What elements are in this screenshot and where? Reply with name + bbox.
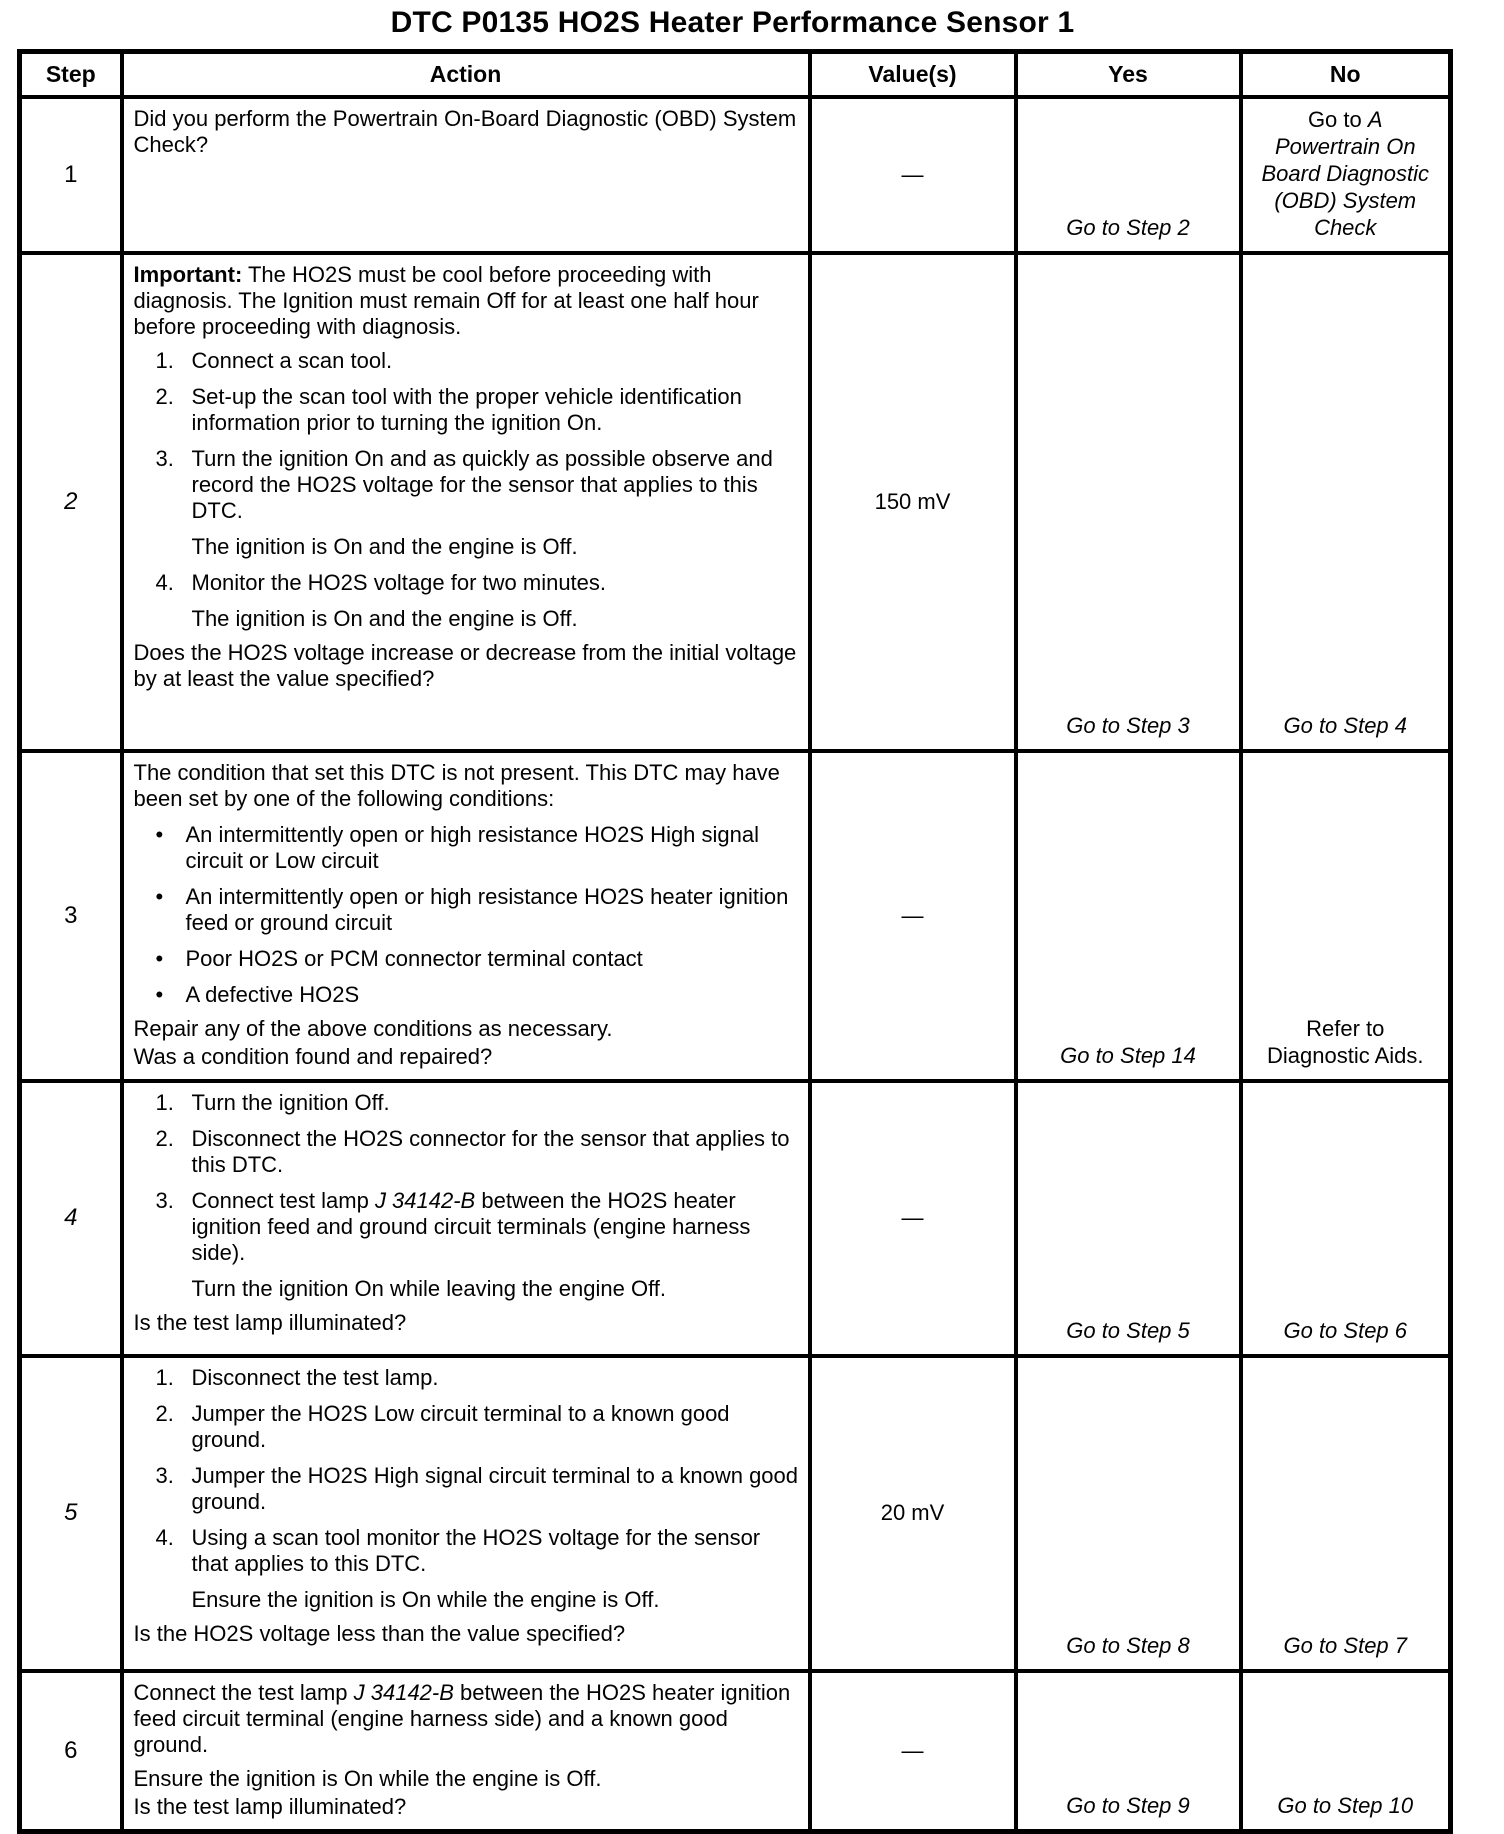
value-cell: — (810, 97, 1016, 253)
bullet-item (134, 822, 800, 874)
yes-cell (1016, 1081, 1241, 1356)
text-segment: The condition that set this DTC is not present. This DTC may have been set by one of the following conditions: (133, 759, 780, 811)
value-cell: 20 mV (810, 1356, 1016, 1671)
bullet-icon: • (155, 981, 164, 1007)
item-text (186, 822, 800, 874)
numbered-item (134, 384, 800, 436)
table-row (20, 751, 1451, 1081)
text-segment: An intermittently open or high resistance HO2S High signal circuit or Low circuit (185, 821, 760, 873)
text-segment: Repair any of the above conditions as necessary. (133, 1015, 613, 1041)
item-number: 1. (155, 347, 174, 373)
no-cell (1241, 1081, 1451, 1356)
bullet-icon: • (155, 883, 164, 909)
item-number: 2. (155, 383, 174, 409)
numbered-item (134, 1463, 800, 1515)
text-segment: Is the HO2S voltage less than the value specified? (133, 1620, 626, 1646)
item-number: 2. (155, 1125, 174, 1151)
text-segment: Go to Step 4 (1283, 712, 1408, 738)
bullet-icon: • (155, 821, 164, 847)
text-segment: Turn the ignition On and as quickly as possible observe and record the HO2S voltage for the sensor that applies to this DTC. (191, 445, 773, 523)
numbered-item (134, 1126, 800, 1178)
question-line (134, 632, 800, 692)
item-text (192, 1188, 800, 1266)
text-segment: Jumper the HO2S Low circuit terminal to a known good ground. (191, 1400, 730, 1452)
header-yes: Yes (1016, 52, 1241, 97)
step-number: 6 (20, 1671, 122, 1832)
no-cell (1241, 751, 1451, 1081)
bullet-item (134, 884, 800, 936)
action-cell (122, 253, 810, 751)
text-segment: Did you perform the Powertrain On-Board Diagnostic (OBD) System Check? (133, 105, 797, 157)
item-text (186, 982, 800, 1008)
value-cell: — (810, 751, 1016, 1081)
table-row (20, 1081, 1451, 1356)
no-cell (1241, 97, 1451, 253)
item-number: 3. (155, 1187, 174, 1213)
page-title: DTC P0135 HO2S Heater Performance Sensor 1 (390, 6, 1075, 39)
numbered-item (134, 1525, 800, 1577)
text-segment: J 34142-B (374, 1187, 476, 1213)
yes-cell (1016, 1356, 1241, 1671)
question-line (134, 1794, 800, 1820)
text-segment: Go to Step 7 (1283, 1632, 1408, 1658)
yes-cell (1016, 97, 1241, 253)
bullet-item (134, 982, 800, 1008)
paragraph (134, 760, 800, 812)
yes-cell (1016, 1671, 1241, 1832)
text-segment: Diagnostic Aids. (1266, 1042, 1424, 1068)
table-row (20, 1356, 1451, 1671)
item-number: 3. (155, 1462, 174, 1488)
header-action: Action (122, 52, 810, 97)
item-text (186, 946, 800, 972)
item-text (192, 1463, 800, 1515)
step-number: 5 (20, 1356, 122, 1671)
action-content (134, 1365, 800, 1647)
step-number: 3 (20, 751, 122, 1081)
text-segment: Disconnect the HO2S connector for the sensor that applies to this DTC. (191, 1125, 790, 1177)
header-row (20, 52, 1451, 97)
yes-cell (1016, 751, 1241, 1081)
text-segment: Go to Step 3 (1066, 712, 1190, 738)
text-segment: A defective HO2S (185, 981, 360, 1007)
step-number: 2 (20, 253, 122, 751)
sub-note (192, 534, 800, 560)
text-segment: Go to Step 2 (1066, 214, 1190, 240)
text-segment: Ensure the ignition is On while the engine is Off. (191, 1586, 660, 1612)
item-number: 3. (155, 445, 174, 471)
item-text (192, 1401, 800, 1453)
table-row (20, 1671, 1451, 1832)
text-segment: Important: (133, 261, 243, 287)
text-segment: (OBD) System (1274, 187, 1417, 213)
item-text (186, 884, 800, 936)
text-segment: Disconnect the test lamp. (191, 1364, 439, 1390)
text-segment: An intermittently open or high resistance HO2S heater ignition feed or ground circuit (185, 883, 789, 935)
action-content (134, 106, 800, 158)
sub-note (192, 1587, 800, 1613)
item-number: 4. (155, 1524, 174, 1550)
text-segment: Check (1314, 214, 1377, 240)
numbered-item (134, 570, 800, 596)
manual-page (0, 6, 1504, 1820)
text-segment: Jumper the HO2S High signal circuit terminal to a known good ground. (191, 1462, 799, 1514)
question-line (134, 1044, 800, 1070)
text-segment: Go to Step 10 (1277, 1792, 1414, 1818)
text-segment: Go to Step 6 (1283, 1317, 1408, 1343)
sub-note (192, 1276, 800, 1302)
action-cell (122, 1081, 810, 1356)
item-text (192, 1525, 800, 1577)
text-segment: Go to Step 8 (1066, 1632, 1190, 1658)
header-step: Step (20, 52, 122, 97)
text-segment: between the HO2S heater ignition feed circuit terminal (engine harness side) and a known good ground. (133, 1679, 791, 1757)
question-line (134, 1613, 800, 1647)
header-values: Value(s) (810, 52, 1016, 97)
text-segment: The HO2S must be cool before proceeding with diagnosis. The Ignition must remain Off for at least one half hour before proceeding with diagnosis. (133, 261, 759, 339)
paragraph (134, 1680, 800, 1758)
text-segment: Is the test lamp illuminated? (133, 1309, 407, 1335)
text-segment: Turn the ignition On while leaving the engine Off. (191, 1275, 667, 1301)
text-segment: Using a scan tool monitor the HO2S voltage for the sensor that applies to this DTC. (191, 1524, 761, 1576)
action-cell (122, 1356, 810, 1671)
text-segment: Ensure the ignition is On while the engine is Off. (133, 1765, 602, 1791)
action-content (134, 760, 800, 1070)
text-segment: Connect test lamp (191, 1187, 375, 1213)
question-line (134, 1302, 800, 1336)
text-segment: The ignition is On and the engine is Off. (191, 605, 578, 631)
text-segment: J 34142-B (353, 1679, 454, 1705)
numbered-item (134, 1090, 800, 1116)
no-cell (1241, 253, 1451, 751)
table-row (20, 253, 1451, 751)
numbered-item (134, 446, 800, 524)
paragraph (134, 262, 800, 340)
action-content (134, 1090, 800, 1336)
header-no: No (1241, 52, 1451, 97)
numbered-item (134, 1365, 800, 1391)
item-text (192, 446, 800, 524)
item-number: 1. (155, 1364, 174, 1390)
value-cell: — (810, 1081, 1016, 1356)
item-text (192, 1365, 800, 1391)
item-text (192, 384, 800, 436)
text-segment: Board Diagnostic (1261, 160, 1430, 186)
action-cell (122, 751, 810, 1081)
text-segment: Connect the test lamp (133, 1679, 354, 1705)
question-line (134, 1008, 800, 1042)
step-number: 1 (20, 97, 122, 253)
text-segment: Go to Step 9 (1066, 1792, 1190, 1818)
text-segment: Was a condition found and repaired? (133, 1043, 493, 1069)
table-row (20, 97, 1451, 253)
question-line (134, 1758, 800, 1792)
text-segment: A (1367, 106, 1383, 132)
text-segment: The ignition is On and the engine is Off. (191, 533, 578, 559)
action-content (134, 262, 800, 692)
text-segment: Go to Step 5 (1066, 1317, 1190, 1343)
item-text (192, 348, 800, 374)
text-segment: Powertrain On (1274, 133, 1416, 159)
text-segment: Monitor the HO2S voltage for two minutes. (191, 569, 607, 595)
step-number: 4 (20, 1081, 122, 1356)
text-segment: Refer to (1306, 1015, 1385, 1041)
diagnostic-table (17, 49, 1453, 1834)
action-cell (122, 97, 810, 253)
text-segment: Go to Step 14 (1060, 1042, 1196, 1068)
numbered-item (134, 1188, 800, 1266)
sub-note (192, 606, 800, 632)
item-text (192, 1126, 800, 1178)
item-text (192, 1090, 800, 1116)
paragraph (134, 106, 800, 158)
item-number: 1. (155, 1089, 174, 1115)
numbered-item (134, 348, 800, 374)
text-segment: between the HO2S heater ignition feed and ground circuit terminals (engine harness side). (191, 1187, 751, 1265)
value-cell: — (810, 1671, 1016, 1832)
text-segment: Is the test lamp illuminated? (133, 1793, 407, 1819)
yes-cell (1016, 253, 1241, 751)
numbered-item (134, 1401, 800, 1453)
action-content (134, 1680, 800, 1820)
text-segment: Connect a scan tool. (191, 347, 393, 373)
item-text (192, 570, 800, 596)
bullet-icon: • (155, 945, 164, 971)
text-segment: Turn the ignition Off. (191, 1089, 390, 1115)
value-cell: 150 mV (810, 253, 1016, 751)
text-segment: Poor HO2S or PCM connector terminal contact (185, 945, 643, 971)
text-segment: Set-up the scan tool with the proper vehicle identification information prior to turning the ignition On. (191, 383, 742, 435)
item-number: 4. (155, 569, 174, 595)
text-segment: Go to (1307, 106, 1368, 132)
bullet-item (134, 946, 800, 972)
action-cell (122, 1671, 810, 1832)
no-cell (1241, 1671, 1451, 1832)
item-number: 2. (155, 1400, 174, 1426)
no-cell (1241, 1356, 1451, 1671)
text-segment: Does the HO2S voltage increase or decrease from the initial voltage by at least the value specified? (133, 639, 797, 691)
